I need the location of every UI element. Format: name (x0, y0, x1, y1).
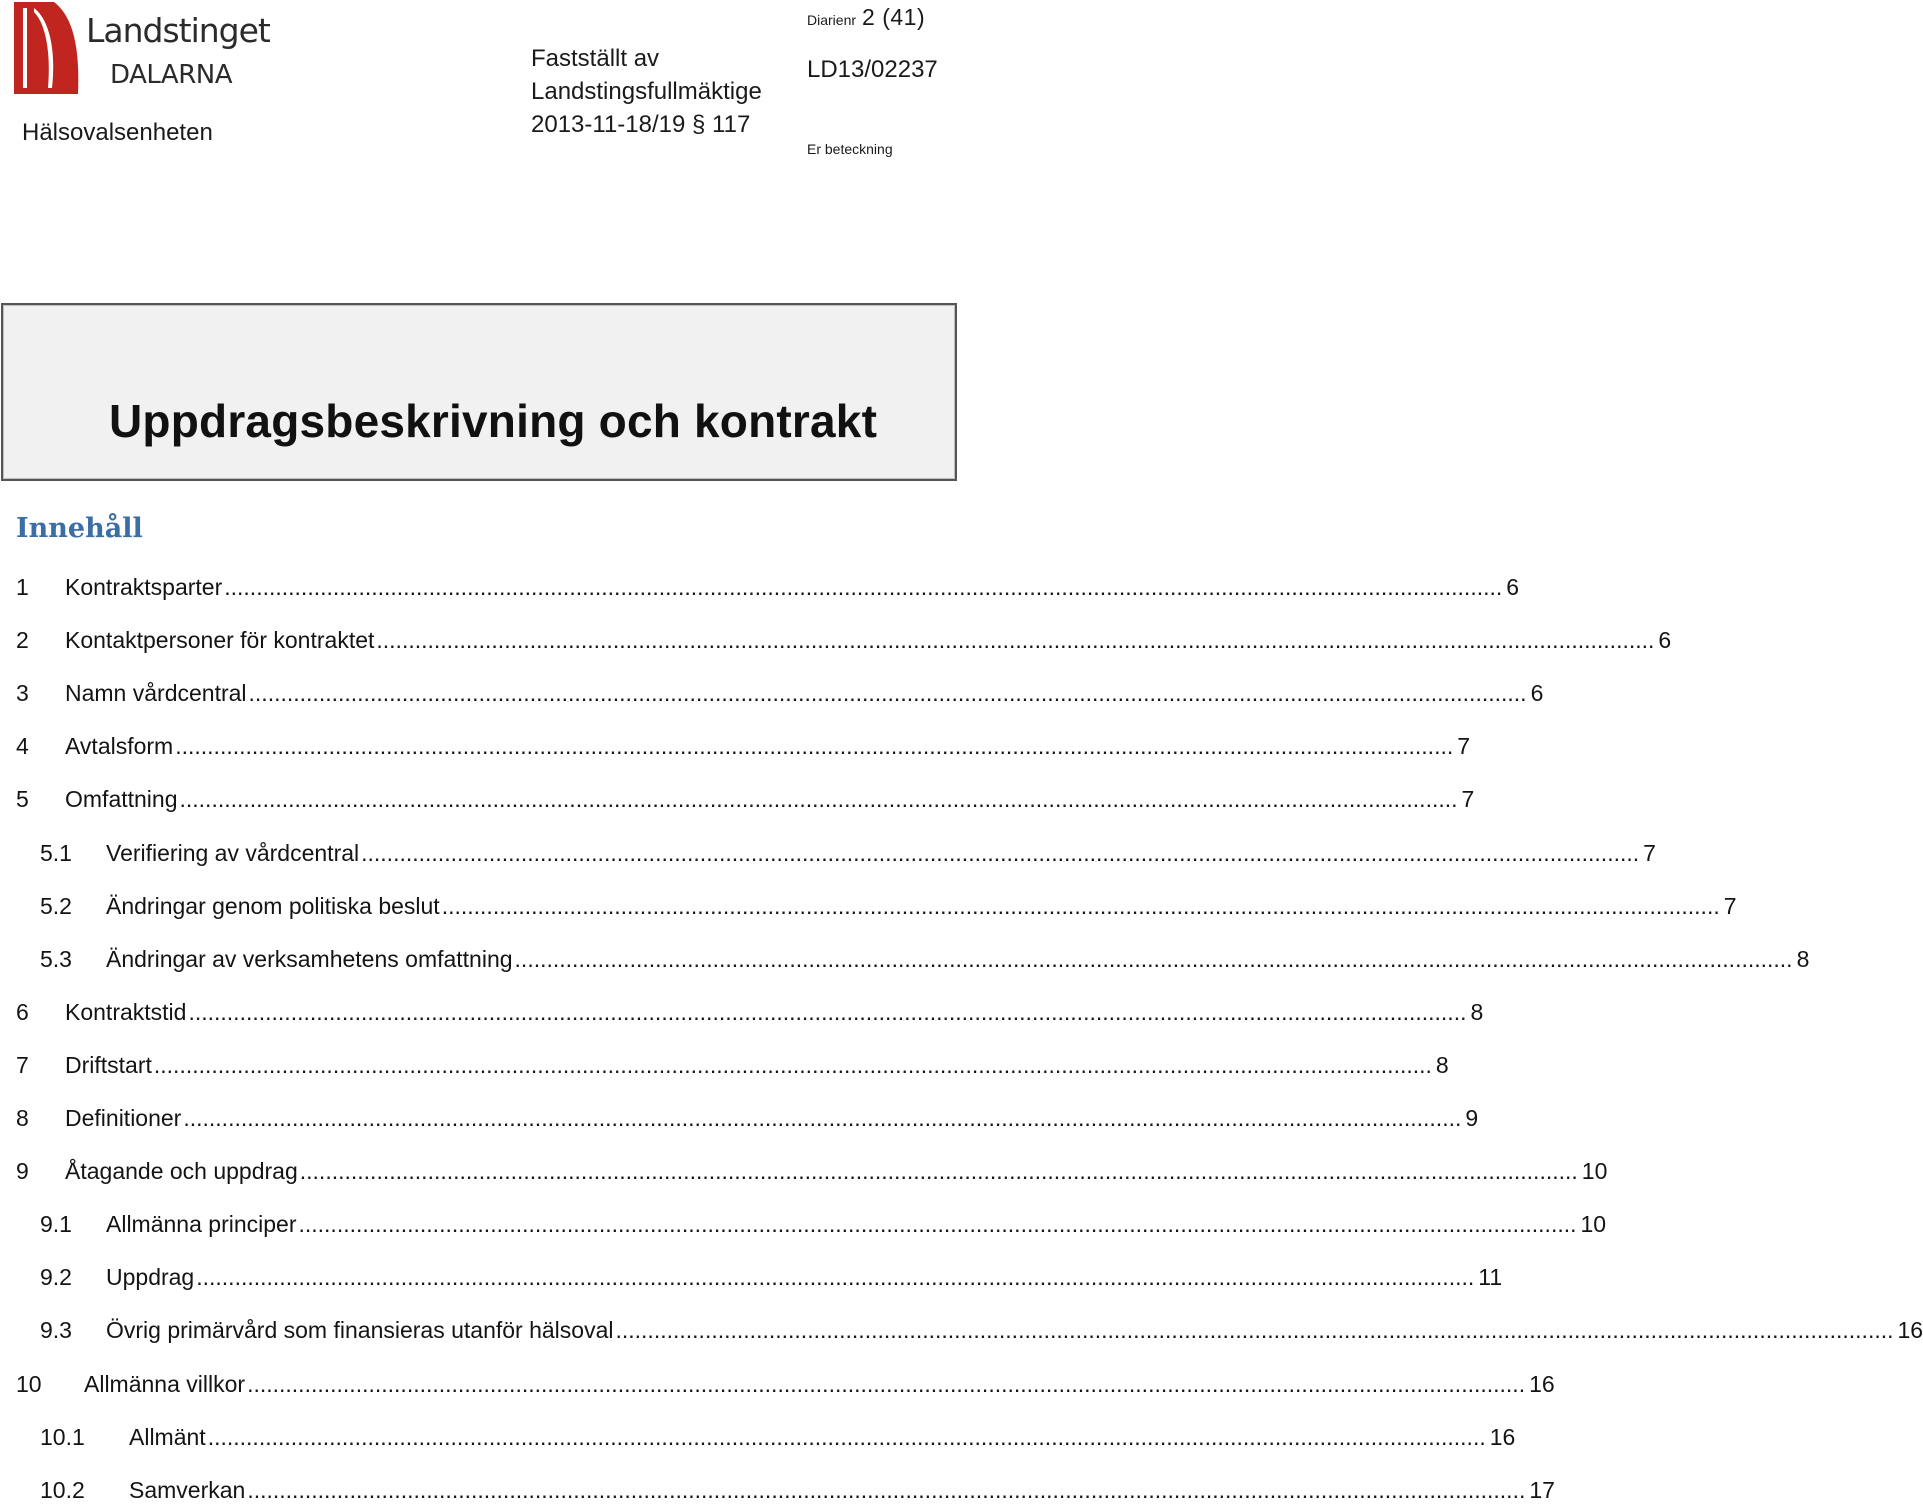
toc-entry-page: 7 (1461, 786, 1475, 812)
toc-entry[interactable] (0, 1045, 1449, 1085)
toc-dot-leader: ........................................................................................................................................................................................................ (361, 840, 1640, 866)
toc-dot-leader: ........................................................................................................................................................................................................ (298, 1211, 1577, 1237)
toc-dot-leader: ........................................................................................................................................................................................................ (196, 1264, 1475, 1290)
toc-dot-leader: ........................................................................................................................................................................................................ (615, 1317, 1894, 1343)
toc-entry-number: 8 (16, 1105, 29, 1131)
established-line-1: Fastställt av (531, 45, 660, 72)
toc-entry-page: 6 (1658, 627, 1672, 653)
toc-entry-title: Omfattning (65, 786, 178, 812)
toc-entry-title: Kontraktstid (65, 999, 187, 1025)
toc-entry[interactable] (0, 1098, 1479, 1138)
toc-entry-number: 9 (16, 1158, 29, 1184)
toc-entry-page: 8 (1470, 999, 1484, 1025)
toc-entry[interactable] (0, 779, 1475, 819)
toc-entry-number: 1 (16, 574, 29, 600)
toc-entry-number: 5.1 (40, 840, 72, 866)
toc-entry-number: 9.2 (40, 1264, 72, 1290)
toc-entry[interactable] (0, 1151, 1608, 1191)
toc-entry-title: Kontraktsparter (65, 574, 223, 600)
toc-entry-page: 16 (1897, 1317, 1923, 1343)
toc-entry-title: Övrig primärvård som finansieras utanför hälsoval (106, 1317, 614, 1343)
toc-entry-page: 8 (1435, 1052, 1449, 1078)
toc-entry-page: 10 (1581, 1158, 1608, 1184)
established-by-block (531, 42, 762, 141)
toc-entry-title: Samverkan (129, 1477, 246, 1503)
toc-entry[interactable] (0, 620, 1672, 660)
toc-entry-page: 16 (1489, 1424, 1516, 1450)
toc-entry-page: 6 (1506, 574, 1520, 600)
toc-dot-leader: ........................................................................................................................................................................................................ (175, 733, 1454, 759)
toc-entry-title: Avtalsform (65, 733, 174, 759)
toc-dot-leader: ........................................................................................................................................................................................................ (207, 1424, 1486, 1450)
toc-entry[interactable] (0, 726, 1471, 766)
registration-number: LD13/02237 (807, 56, 938, 83)
toc-entry[interactable] (0, 1204, 1607, 1244)
toc-entry-number: 5.3 (40, 946, 72, 972)
diarienr-label: Diarienr (807, 12, 857, 28)
toc-entry-number: 5.2 (40, 893, 72, 919)
toc-entry-title: Allmänna principer (106, 1211, 297, 1237)
toc-entry-number: 3 (16, 680, 29, 706)
organization-logo (14, 2, 270, 94)
toc-entry-page: 17 (1529, 1477, 1555, 1503)
toc-entry[interactable] (0, 992, 1484, 1032)
document-title: Uppdragsbeskrivning och kontrakt (109, 395, 878, 447)
logo-organization-name: Landstinget (86, 11, 270, 50)
toc-entry-title: Kontaktpersoner för kontraktet (65, 627, 375, 653)
toc-entry[interactable] (0, 567, 1520, 607)
toc-entry-number: 5 (16, 786, 29, 812)
toc-entry[interactable] (0, 1257, 1503, 1297)
toc-dot-leader: ........................................................................................................................................................................................................ (153, 1052, 1432, 1078)
toc-entry[interactable] (0, 886, 1737, 926)
toc-dot-leader: ........................................................................................................................................................................................................ (183, 1105, 1462, 1131)
toc-entry-title: Ändringar av verksamhetens omfattning (106, 946, 513, 972)
title-box (1, 303, 957, 481)
your-reference-label: Er beteckning (807, 141, 893, 157)
toc-dot-leader: ........................................................................................................................................................................................................ (188, 999, 1467, 1025)
toc-entry[interactable] (0, 1310, 1923, 1350)
toc-dot-leader: ........................................................................................................................................................................................................ (179, 786, 1458, 812)
toc-entry-title: Definitioner (65, 1105, 182, 1131)
toc-dot-leader: ........................................................................................................................................................................................................ (299, 1158, 1578, 1184)
toc-entry-number: 9.3 (40, 1317, 72, 1343)
toc-entry[interactable] (0, 1364, 1555, 1404)
toc-entry[interactable] (0, 1470, 1555, 1510)
toc-entry-page: 8 (1796, 946, 1810, 972)
toc-entry-number: 9.1 (40, 1211, 72, 1237)
toc-entry-page: 7 (1457, 733, 1471, 759)
toc-entry-number: 6 (16, 999, 29, 1025)
toc-entry-number: 10 (16, 1371, 42, 1397)
toc-entry-title: Verifiering av vårdcentral (106, 840, 360, 866)
issuing-unit: Hälsovalsenheten (22, 119, 213, 146)
toc-entry-page: 9 (1465, 1105, 1479, 1131)
toc-entry[interactable] (0, 1417, 1516, 1457)
toc-entry-title: Åtagande och uppdrag (65, 1158, 298, 1184)
toc-entry-title: Driftstart (65, 1052, 152, 1078)
toc-entry-title: Allmänna villkor (84, 1371, 246, 1397)
toc-entry[interactable] (0, 939, 1810, 979)
toc-entry[interactable] (0, 673, 1544, 713)
toc-entry[interactable] (0, 833, 1656, 873)
toc-entry-title: Namn vårdcentral (65, 680, 247, 706)
toc-entry-page: 16 (1529, 1371, 1555, 1397)
toc-entry-page: 11 (1478, 1264, 1503, 1290)
toc-dot-leader: ........................................................................................................................................................................................................ (514, 946, 1793, 972)
toc-entry-number: 2 (16, 627, 29, 653)
toc-entry-title: Ändringar genom politiska beslut (106, 893, 440, 919)
toc-dot-leader: ........................................................................................................................................................................................................ (224, 574, 1503, 600)
established-line-2: Landstingsfullmäktige (531, 78, 762, 105)
toc-heading: Innehåll (16, 513, 143, 544)
toc-entry-number: 7 (16, 1052, 29, 1078)
toc-dot-leader: ........................................................................................................................................................................................................ (247, 1477, 1526, 1503)
logo-region-name: DALARNA (110, 60, 233, 90)
toc-entry-title: Uppdrag (106, 1264, 195, 1290)
page-indicator: 2 (41) (862, 4, 926, 30)
toc-entry-page: 6 (1530, 680, 1544, 706)
toc-dot-leader: ........................................................................................................................................................................................................ (247, 1371, 1526, 1397)
toc-entry-page: 10 (1580, 1211, 1607, 1237)
toc-entry-page: 7 (1643, 840, 1656, 866)
toc-entry-number: 10.2 (40, 1477, 85, 1503)
landstinget-logo-mark-icon (14, 2, 80, 94)
toc-dot-leader: ........................................................................................................................................................................................................ (441, 893, 1720, 919)
toc-dot-leader: ........................................................................................................................................................................................................ (248, 680, 1527, 706)
toc-dot-leader: ........................................................................................................................................................................................................ (376, 627, 1655, 653)
diarienr-row (807, 4, 925, 31)
toc-entry-title: Allmänt (129, 1424, 206, 1450)
toc-entry-number: 10.1 (40, 1424, 85, 1450)
toc-entry-number: 4 (16, 733, 29, 759)
established-line-3: 2013-11-18/19 § 117 (531, 111, 751, 138)
toc-entry-page: 7 (1723, 893, 1737, 919)
